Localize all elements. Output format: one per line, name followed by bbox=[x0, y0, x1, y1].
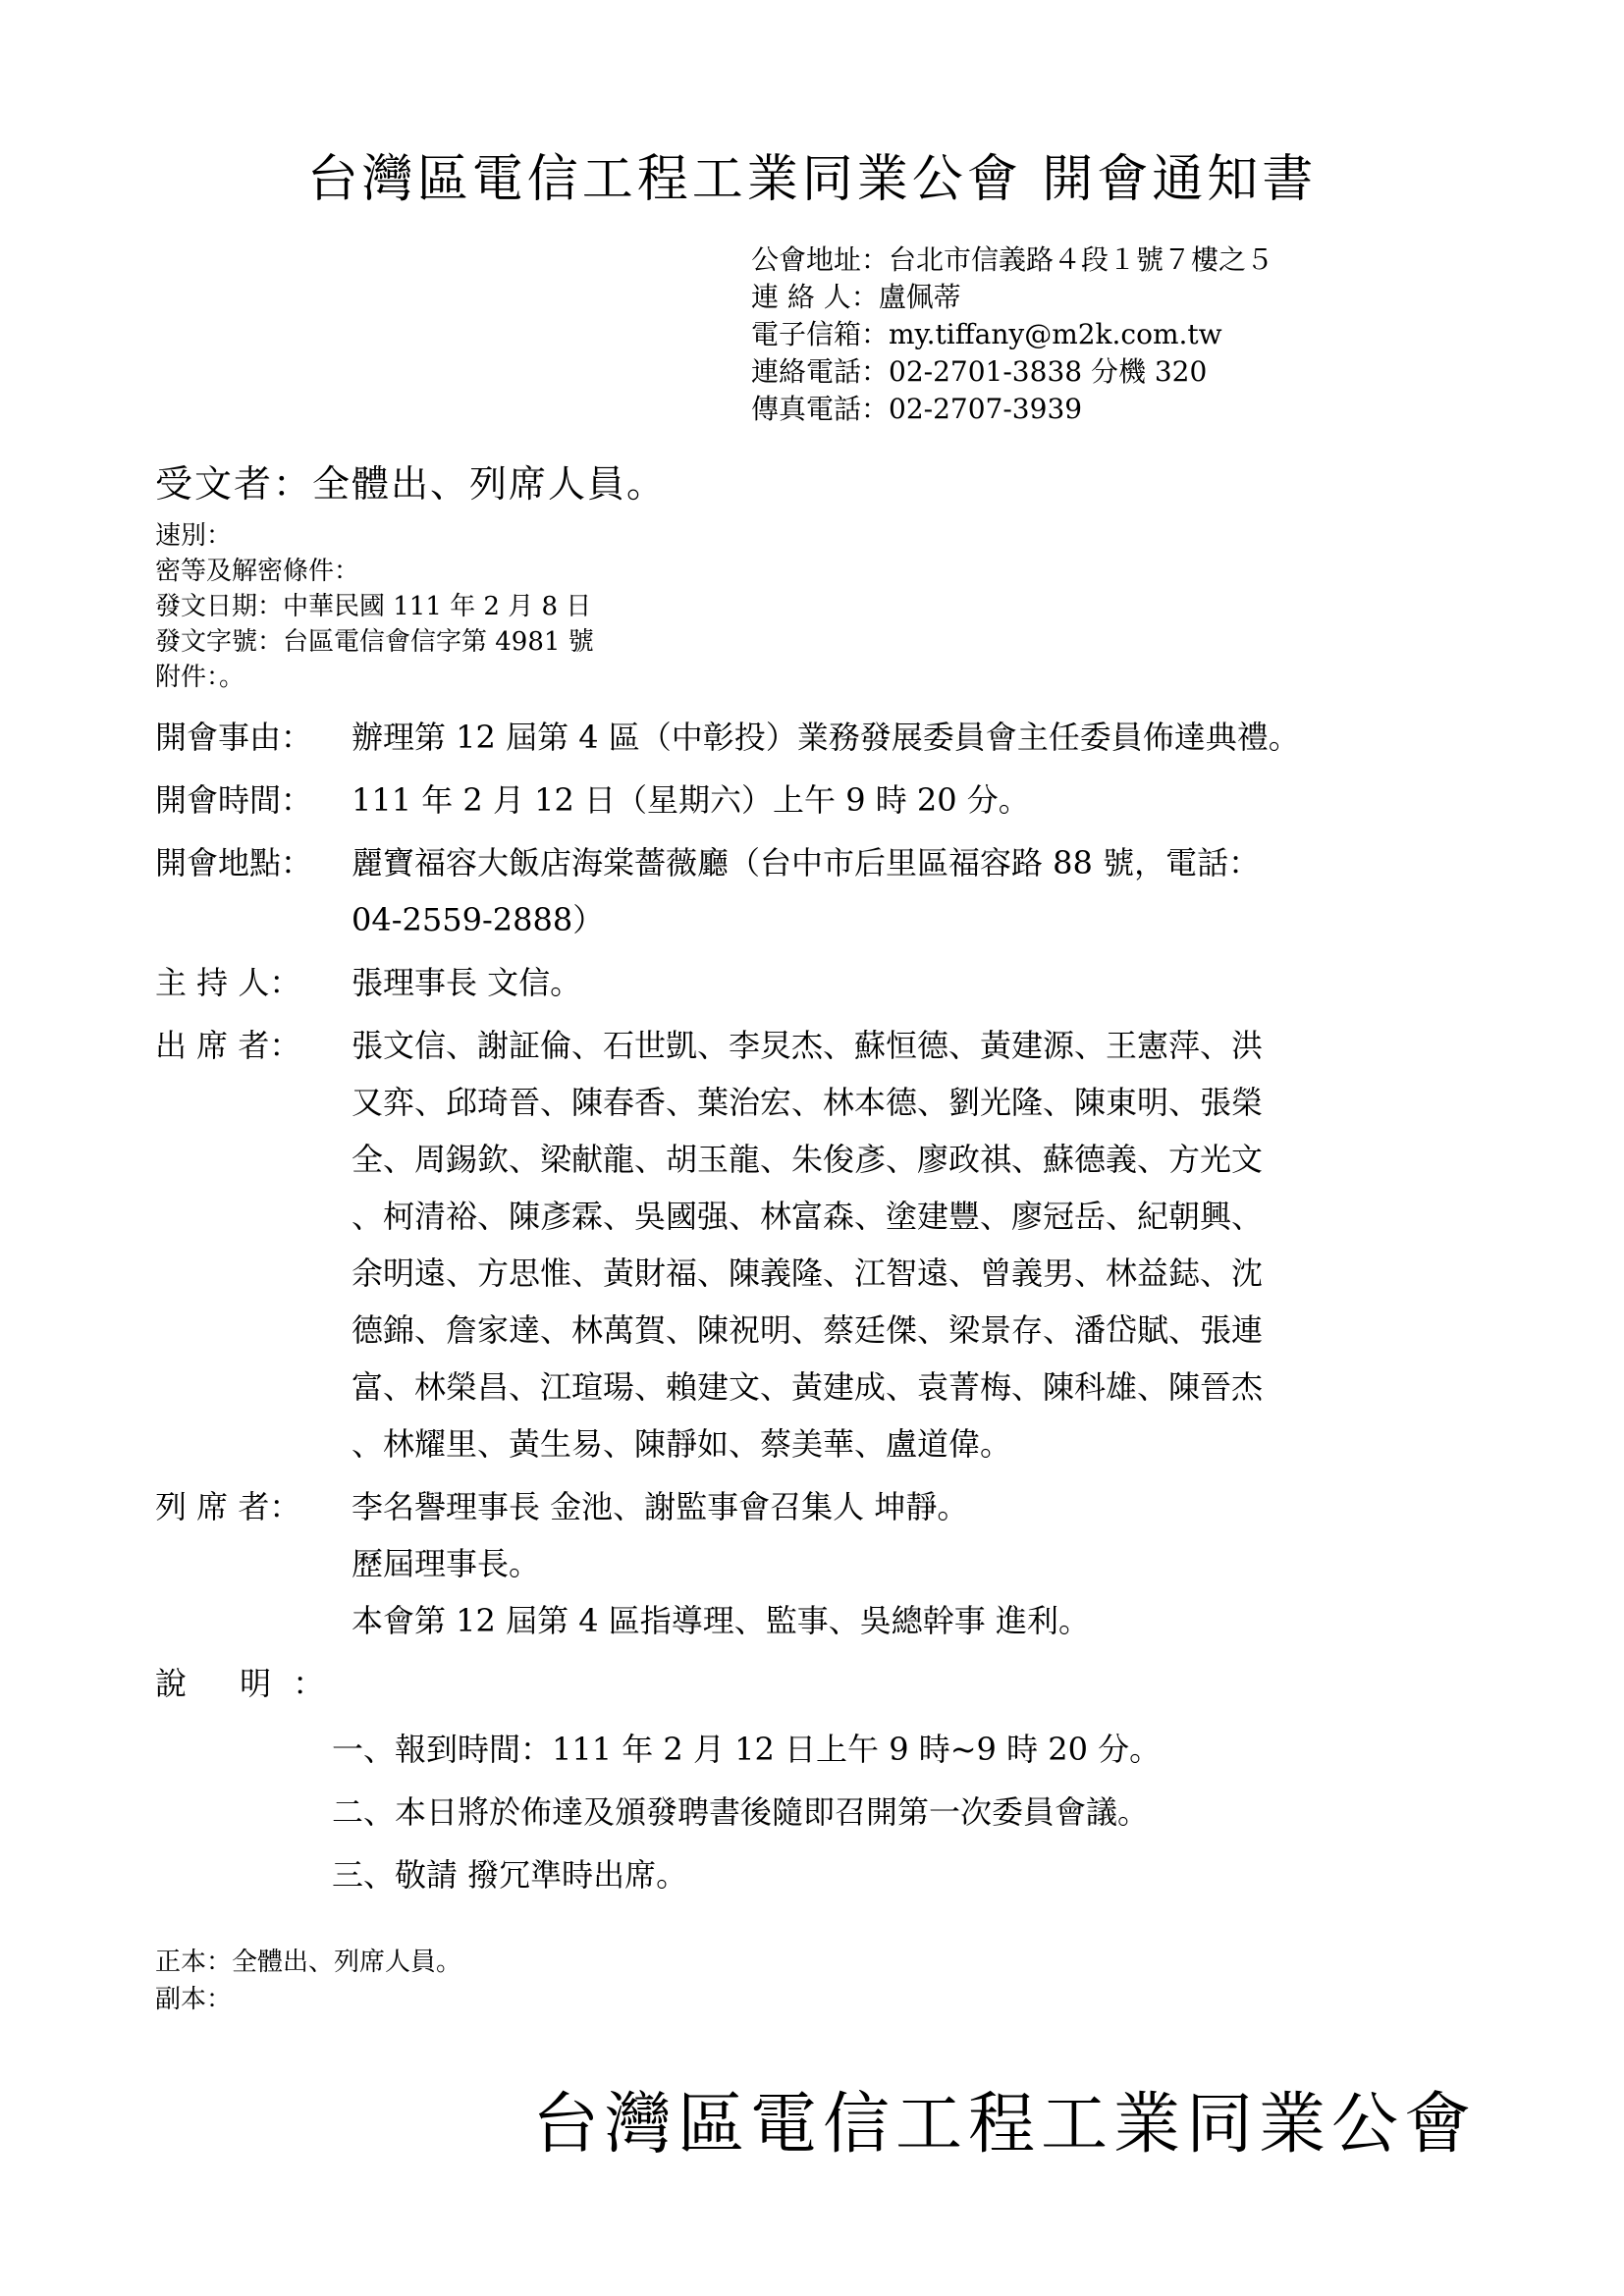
copies-block bbox=[155, 1944, 461, 2018]
field-label: 主 持 人： bbox=[155, 964, 301, 1001]
field-label: 說 明： bbox=[155, 1665, 325, 1702]
field-label: 開會時間： bbox=[155, 781, 313, 819]
place-line: 04-2559-2888） bbox=[352, 901, 605, 938]
meta-block bbox=[155, 518, 594, 695]
attendees-line: 余明遠、方思惟、黃財福、陳義隆、江智遠、曾義男、林益鋕、沈 bbox=[352, 1255, 1264, 1292]
field-explain bbox=[155, 1655, 1490, 1712]
observers-line: 歷屆理事長。 bbox=[352, 1545, 541, 1582]
field-observers bbox=[155, 1478, 1490, 1649]
attendees-line: 又弈、邱琦晉、陳春香、葉治宏、林本德、劉光隆、陳東明、張榮 bbox=[352, 1084, 1264, 1121]
contact-phone: 連絡電話：02-2701-3838 分機 320 bbox=[751, 355, 1208, 388]
meta-date: 發文日期：中華民國 111 年 2 月 8 日 bbox=[155, 592, 592, 621]
meta-secrecy: 密等及解密條件： bbox=[155, 557, 360, 586]
attendees-line: 、柯清裕、陳彥霖、吳國强、林富森、塗建豐、廖冠岳、紀朝興、 bbox=[352, 1198, 1264, 1235]
field-value bbox=[352, 772, 1490, 828]
observers-label: 列 席 者 bbox=[155, 1488, 270, 1525]
field-label: 出 席 者： bbox=[155, 1027, 301, 1064]
meta-number: 發文字號：台區電信會信字第 4981 號 bbox=[155, 627, 594, 657]
field-label: 開會事由： bbox=[155, 719, 313, 756]
field-label: 開會地點： bbox=[155, 844, 313, 881]
recipient: 受文者：全體出、列席人員。 bbox=[155, 462, 667, 506]
notice-body bbox=[155, 709, 1490, 1906]
chair-label: 主 持 人 bbox=[155, 964, 270, 1001]
field-label: 列 席 者： bbox=[155, 1488, 301, 1525]
copies-duplicate: 副本： bbox=[155, 1985, 233, 2014]
field-place bbox=[155, 834, 1490, 948]
document-title: 台灣區電信工程工業同業公會 開會通知書 bbox=[306, 150, 1318, 209]
explain-notes bbox=[155, 1718, 1490, 1906]
contact-address: 公會地址：台北市信義路４段１號７樓之５ bbox=[751, 243, 1274, 276]
field-value bbox=[352, 1478, 1490, 1649]
signature: 台灣區電信工程工業同業公會 bbox=[531, 2086, 1477, 2163]
field-value bbox=[352, 709, 1490, 766]
explain-note: 一、報到時間：111 年 2 月 12 日上午 9 時~9 時 20 分。 bbox=[332, 1731, 1162, 1768]
place-line: 麗寶福容大飯店海棠薔薇廳（台中市后里區福容路 88 號，電話： bbox=[352, 844, 1261, 881]
attendees-line: 富、林榮昌、江瑄瑒、賴建文、黃建成、袁菁梅、陳科雄、陳晉杰 bbox=[352, 1368, 1264, 1406]
meta-speed: 速別： bbox=[155, 521, 233, 551]
contact-email: 電子信箱：my.tiffany@m2k.com.tw bbox=[751, 318, 1222, 350]
attendees-line: 德錦、詹家達、林萬賀、陳祝明、蔡廷傑、梁景存、潘岱賦、張連 bbox=[352, 1311, 1264, 1349]
observers-line: 李名譽理事長 金池、謝監事會召集人 坤靜。 bbox=[352, 1488, 969, 1525]
attendees-line: 、林耀里、黃生易、陳靜如、蔡美華、盧道偉。 bbox=[352, 1425, 1012, 1463]
field-time bbox=[155, 772, 1490, 828]
explain-label: 說 明 bbox=[155, 1665, 294, 1702]
contact-block bbox=[751, 241, 1273, 428]
attendees-label: 出 席 者 bbox=[155, 1027, 270, 1064]
field-value bbox=[352, 834, 1490, 948]
field-value bbox=[352, 954, 1490, 1011]
field-value bbox=[352, 1017, 1490, 1472]
field-value bbox=[352, 1655, 1490, 1712]
field-attendees bbox=[155, 1017, 1490, 1472]
field-subject bbox=[155, 709, 1490, 766]
field-chair bbox=[155, 954, 1490, 1011]
contact-fax: 傳真電話：02-2707-3939 bbox=[751, 393, 1083, 425]
meta-attachment: 附件：。 bbox=[155, 663, 245, 692]
explain-note: 三、敬請 撥冗準時出席。 bbox=[332, 1856, 688, 1894]
copies-original: 正本：全體出、列席人員。 bbox=[155, 1948, 462, 1977]
chair-value: 張理事長 文信。 bbox=[352, 964, 582, 1001]
observers-line: 本會第 12 屆第 4 區指導理、監事、吳總幹事 進利。 bbox=[352, 1602, 1090, 1639]
time-value: 111 年 2 月 12 日（星期六）上午 9 時 20 分。 bbox=[352, 781, 1030, 819]
attendees-line: 張文信、謝証倫、石世凱、李炅杰、蘇恒德、黃建源、王憲萍、洪 bbox=[352, 1027, 1264, 1064]
subject-value: 辦理第 12 屆第 4 區（中彰投）業務發展委員會主任委員佈達典禮。 bbox=[352, 719, 1300, 756]
explain-note: 二、本日將於佈達及頒發聘書後隨即召開第一次委員會議。 bbox=[332, 1793, 1150, 1831]
contact-person: 連 絡 人：盧佩蒂 bbox=[751, 281, 961, 313]
attendees-line: 全、周錫欽、梁献龍、胡玉龍、朱俊彥、廖政祺、蘇德義、方光文 bbox=[352, 1141, 1264, 1178]
